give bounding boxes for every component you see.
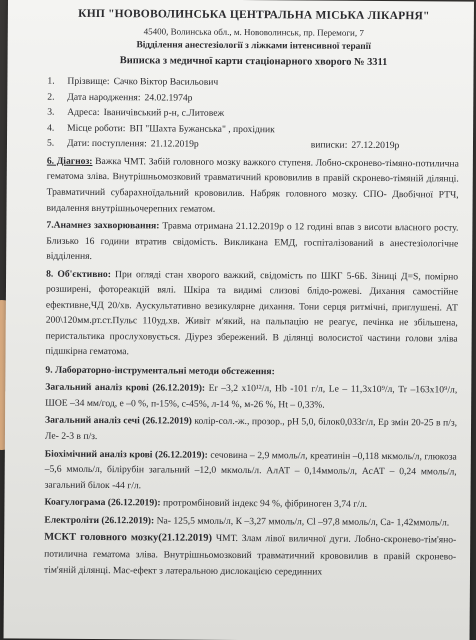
info-surname: 1. Прізвище: Сачко Віктор Васильович [47,75,219,89]
diagnosis-label: 6. Діагноз: [46,155,93,167]
objective-text: При огляді стан хворого важкий, свідомість по ШКГ 5-6Б. Зіниці Д=S, помірно розширені, фотореакцій вялі. Шкіра та видимі слизові блідо-рожеві. Дихання самостійне ефективне,ЧД 20/хв. Аускультативно везикулярне дихання. Тони серця ритмічні, приглушені. АТ 200\120мм.рт.ст.Пульс 110уд.хв. Живіт м'який, на пальпацію не реагує, печінка не збільшена, перистальтика прослуховується. Діурез збережений. В ділянці волосистої частини голови зліва підшкірна гематома. [45,268,459,358]
objective-label: 8. Об'єктивно: [46,268,111,280]
lab-blood-general: Загальний аналіз крові (26.12.2019): Er –3,2 х10¹²/л, Hb -101 г/л, Le – 11,3х10⁹/л, Tr –163х10⁹/л, ШОЕ –34 мм/год, е –0 %, п-15%, с-45%, л-14 %, м-26 %, Ht – 0,33%. [45,382,458,411]
info-dates: 5. Дати: поступлення: 21.12.2019р виписки: 27.12.2019р [46,138,400,152]
diagnosis-section [46,154,458,219]
lab-electrolytes: Електроліти (26.12.2019): Na- 125,5 ммоль/л, К –3,27 ммоль/л, Сl –97,8 ммоль/л, Са- 1,42ммоль/л. [44,514,450,529]
department-name: Відділення анестезіології з ліжками інтенсивної терапії [136,40,371,53]
diagnosis-text: Важка ЧМТ. Забій головного мозку важкого ступеня. Лобно-скронево-тімяно-потилична гематома зліва. Внутрішньомозковий травматичний крововилив в правій скронево-тімяній ділянці. Травматичний субарахноїдальний крововилив. Набряк головного мозку. СПО- Двобічної РТЧ, видалення внутрішньочерепних гематом. [46,155,459,215]
info-birthdate: 2. Дата народження: 24.02.1974р [47,91,193,104]
lab-blood-biochem: Біохімічний аналіз крові (26.12.2019): сечовина – 2,9 ммоль/л, креатинін –0,118 мкмоль/л, глюкоза –5,6 ммоль/л, білірубін загальний –12,0 мкмоль/л. АлАТ – 0,14ммоль/л, АсАТ – 0,24 ммоль/л, загальний білок -44 г/л. [44,448,457,491]
hospital-name: КНП "НОВОВОЛИНСЬКА ЦЕНТРАЛЬНА МІСЬКА ЛІКАРНЯ" [78,7,430,23]
lab-coagulogram: Коагулограма (26.12.2019): протромбіновий індекс 94 %, фібриноген 3,74 г/л. [44,496,368,510]
lab-title: 9. Лабораторно-інструментальні методи обстеження: [45,364,275,378]
lab-urine-general: Загальний аналіз сечі (26.12.2019) колір-сол.-ж., прозор., pH 5,0, білок0,033г/л, Ер змін 20-25 в п/з, Ле- 2-3 в п/з. [44,415,458,442]
ct-label: МСКТ головного мозку(21.12.2019) [44,531,212,544]
ct-section [44,530,456,581]
info-address: 3. Адреса: Іваничівський р-н, с.Литовеж [47,106,225,120]
info-workplace: 4. Місце роботи: ВП "Шахта Бужанська" , прохідник [47,122,275,136]
anamnesis-section [46,218,458,267]
anamnesis-text: Травма отримана 21.12.2019р о 12 годині впав з висоти власного росту. Близько 16 години втратив свідомість. Викликана ЕМД, госпіталізований в анестезіологічне відділення. [46,220,459,263]
objective-section [45,266,458,362]
hospital-address: 45400, Волинська обл., м. Нововолинськ, пр. Перемоги, 7 [143,25,364,38]
document-page [4,0,474,640]
anamnesis-label: 7.Анамнез захворювання: [46,219,160,232]
ct-text: ЧМТ. Злам лівої виличної дуги. Лобно-скронево-тім'яно-потилична гематома зліва. Внутрішньомозковий травматичний крововилив в правій скронево-тім'яній ділянці. Мас-ефект з латеральною дислокацією серединних [43,532,457,578]
extract-title: Виписка з медичної карти стаціонарного хворого № 3311 [119,55,388,69]
